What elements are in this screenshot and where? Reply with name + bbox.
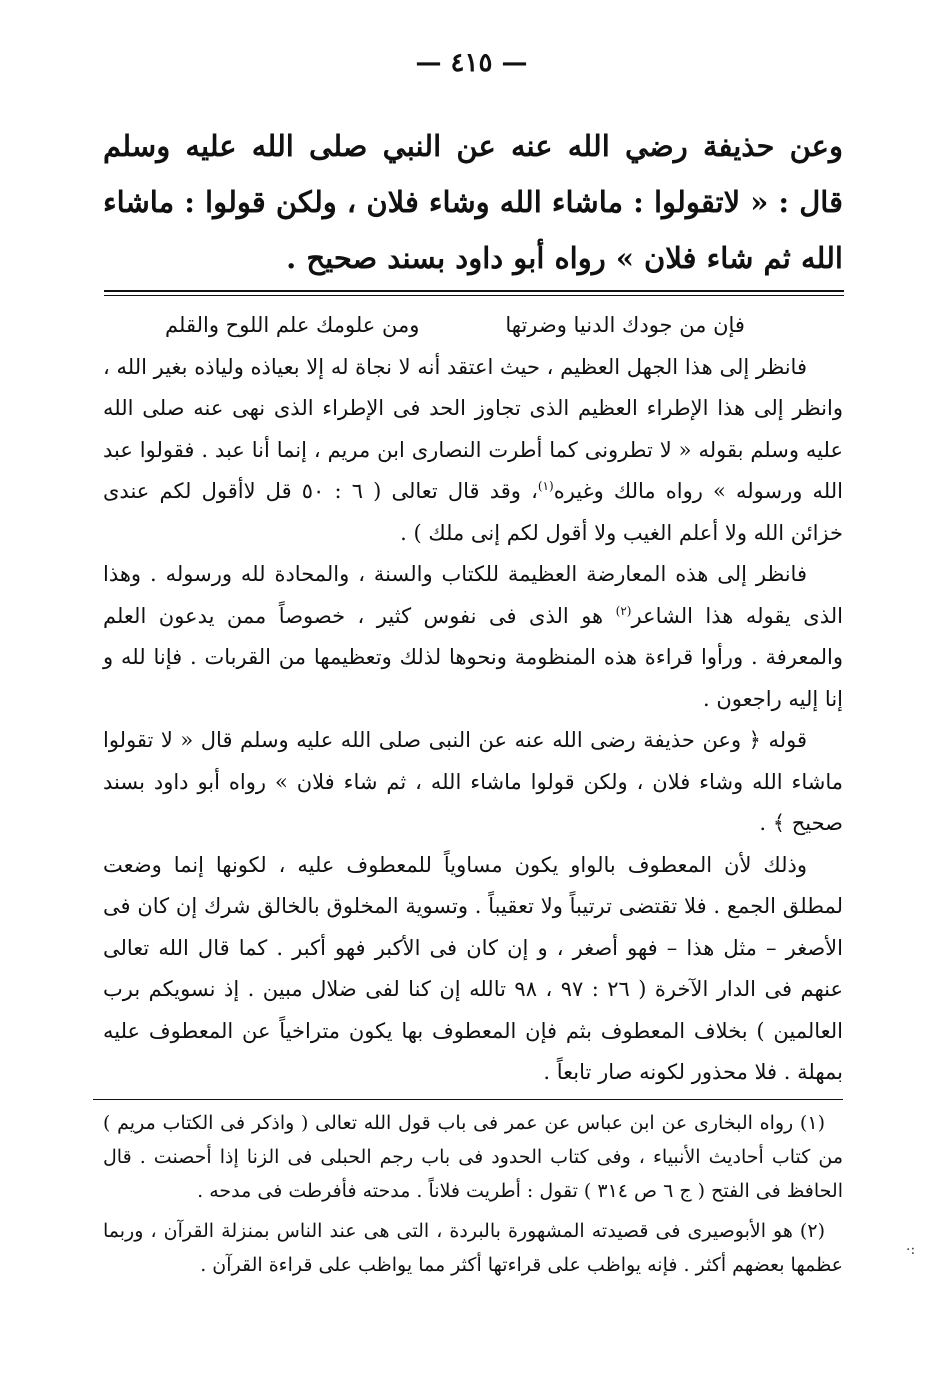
verse-hemistich-right: فإن من جودك الدنيا وضرتها bbox=[505, 313, 745, 337]
commentary-paragraph bbox=[103, 554, 843, 720]
commentary-text: فانظر إلى هذه المعارضة العظيمة للكتاب والسنة ، والمحادة لله ورسوله . وهذا الذى يقوله هذا الشاعر bbox=[103, 562, 843, 628]
commentary-paragraph: قوله ﴿ وعن حذيفة رضى الله عنه عن النبى صلى الله عليه وسلم قال « لا تقولوا ماشاء الله وشاء فلان ، ولكن قولوا ماشاء الله ، ثم شاء فلان » رواه أبو داود بسند صحيح ﴾ . bbox=[103, 728, 843, 835]
footnote-divider bbox=[93, 1099, 843, 1100]
poem-verse bbox=[103, 305, 843, 347]
commentary-text: فانظر إلى هذا الجهل العظيم ، حيث اعتقد أنه لا نجاة له إلا بعياذه ولياذه بغير الله ، وانظر إلى هذا الإطراء العظيم الذى تجاوز الحد فى الإطراء الذى نهى عنه صلى الله عليه وسلم بقوله « لا تطرونى كما أطرت النصارى ابن مريم ، إنما أنا عبد . فقولوا عبد الله ورسوله » رواه مالك وغيره bbox=[103, 354, 843, 503]
page-number: — ٤١٥ — bbox=[415, 48, 528, 78]
commentary-paragraph bbox=[103, 347, 843, 555]
footnote-1: (١) رواه البخارى عن ابن عباس عن عمر فى باب قول الله تعالى ( واذكر فى الكتاب مريم ) من كتاب أحاديث الأنبياء ، وفى كتاب الحدود فى باب رجم الحبلى فى الزنا إذا أحصنت . قال الحافظ فى الفتح ( ج ٦ ص ٣١٤ ) تقول : أطريت فلاناً . مدحته فأفرطت فى مدحه . bbox=[103, 1112, 843, 1202]
section-divider bbox=[104, 290, 844, 296]
commentary-text: هو الذى فى نفوس كثير ، خصوصاً ممن يدعون العلم والمعرفة . ورأوا قراءة هذه المنظومة ونحوها لذلك وتعظيمها من القربات . فإنا لله و إنا إليه راجعون . bbox=[103, 603, 843, 711]
commentary bbox=[103, 305, 843, 1094]
commentary-text: ، وقد قال تعالى ( ٦ : ٥٠ قل لاأقول لكم عندى خزائن الله ولا أعلم الغيب ولا أقول لكم إنى ملك ) . bbox=[103, 479, 843, 545]
footnote-ref-2[interactable]: (٢) bbox=[615, 603, 632, 618]
margin-mark: ·: bbox=[906, 1242, 916, 1258]
commentary-paragraph: وذلك لأن المعطوف بالواو يكون مساوياً للمعطوف عليه ، لكونها إنما وضعت لمطلق الجمع . فلا تقتضى ترتيباً ولا تعقيباً . وتسوية المخلوق بالخالق شرك إن كان فى الأصغر – مثل هذا – فهو أصغر ، و إن كان فى الأكبر فهو أكبر . كما قال الله تعالى عنهم فى الدار الآخرة ( ٢٦ : ٩٧ ، ٩٨ تالله إن كنا لفى ضلال مبين . إذ نسويكم برب العالمين ) بخلاف المعطوف بثم فإن المعطوف بها يكون متراخياً عن المعطوف عليه بمهلة . فلا محذور لكونه صار تابعاً . bbox=[103, 852, 843, 1084]
footnote-ref-1[interactable]: (١) bbox=[537, 479, 554, 493]
verse-hemistich-left: ومن علومك علم اللوح والقلم bbox=[165, 313, 420, 337]
footnotes bbox=[103, 1106, 843, 1288]
hadith-text: وعن حذيفة رضي الله عنه عن النبي صلى الله عليه وسلم قال : « لاتقولوا : ماشاء الله وشاء فلان ، ولكن قولوا : ماشاء الله ثم شاء فلان » رواه أبو داود بسند صحيح . bbox=[103, 129, 843, 275]
footnote-2: (٢) هو الأبوصيرى فى قصيدته المشهورة بالبردة ، التى هى عند الناس بمنزلة القرآن ، وربما عظمها بعضهم أكثر . فإنه يواظب على قراءتها أكثر مما يواظب على قراءة القرآن . bbox=[103, 1220, 843, 1276]
